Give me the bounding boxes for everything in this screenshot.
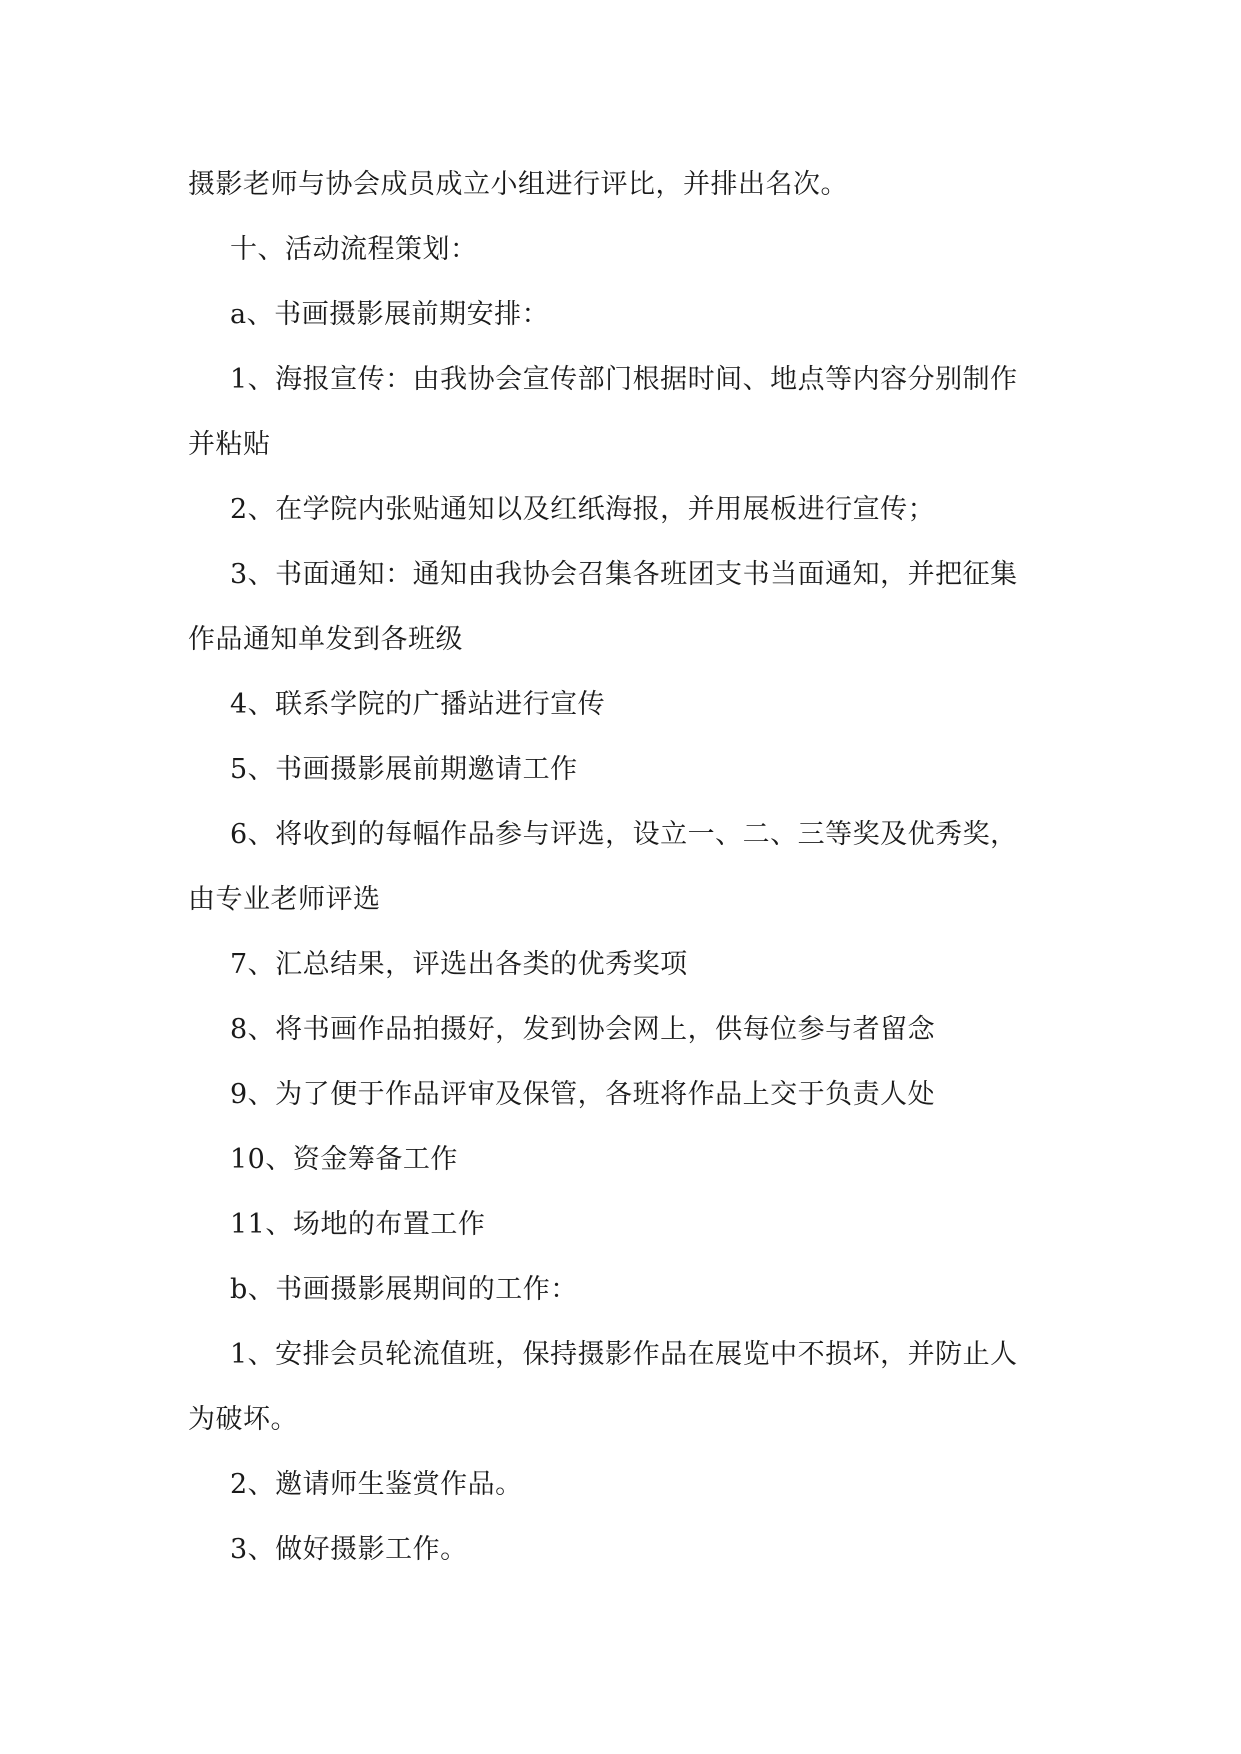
list-item: 6、将收到的每幅作品参与评选，设立一、二、三等奖及优秀奖， [230,819,1018,850]
list-item: 3、书面通知：通知由我协会召集各班团支书当面通知，并把征集 [230,559,1018,590]
list-item: 1、海报宣传：由我协会宣传部门根据时间、地点等内容分别制作 [230,364,1018,395]
list-item: 7、汇总结果，评选出各类的优秀奖项 [230,949,688,980]
list-item: 4、联系学院的广播站进行宣传 [230,689,606,720]
list-item: 9、为了便于作品评审及保管，各班将作品上交于负责人处 [230,1079,936,1110]
list-item-continuation: 并粘贴 [188,429,271,460]
subsection-heading: a、书画摄影展前期安排： [230,299,550,330]
paragraph-line: 摄影老师与协会成员成立小组进行评比，并排出名次。 [188,169,848,200]
list-item-continuation: 作品通知单发到各班级 [188,624,463,655]
list-item-continuation: 为破坏。 [188,1404,298,1435]
list-item: 2、在学院内张贴通知以及红纸海报，并用展板进行宣传； [230,494,936,525]
list-item: 1、安排会员轮流值班，保持摄影作品在展览中不损坏，并防止人 [230,1339,1018,1370]
document-body [188,152,1058,1582]
list-item: 11、场地的布置工作 [230,1209,486,1240]
subsection-heading: b、书画摄影展期间的工作： [230,1274,578,1305]
list-item-continuation: 由专业老师评选 [188,884,381,915]
list-item: 5、书画摄影展前期邀请工作 [230,754,578,785]
section-heading: 十、活动流程策划： [230,234,478,265]
list-item: 10、资金筹备工作 [230,1144,458,1175]
list-item: 8、将书画作品拍摄好，发到协会网上，供每位参与者留念 [230,1014,936,1045]
list-item: 2、邀请师生鉴赏作品。 [230,1469,523,1500]
list-item: 3、做好摄影工作。 [230,1534,468,1565]
